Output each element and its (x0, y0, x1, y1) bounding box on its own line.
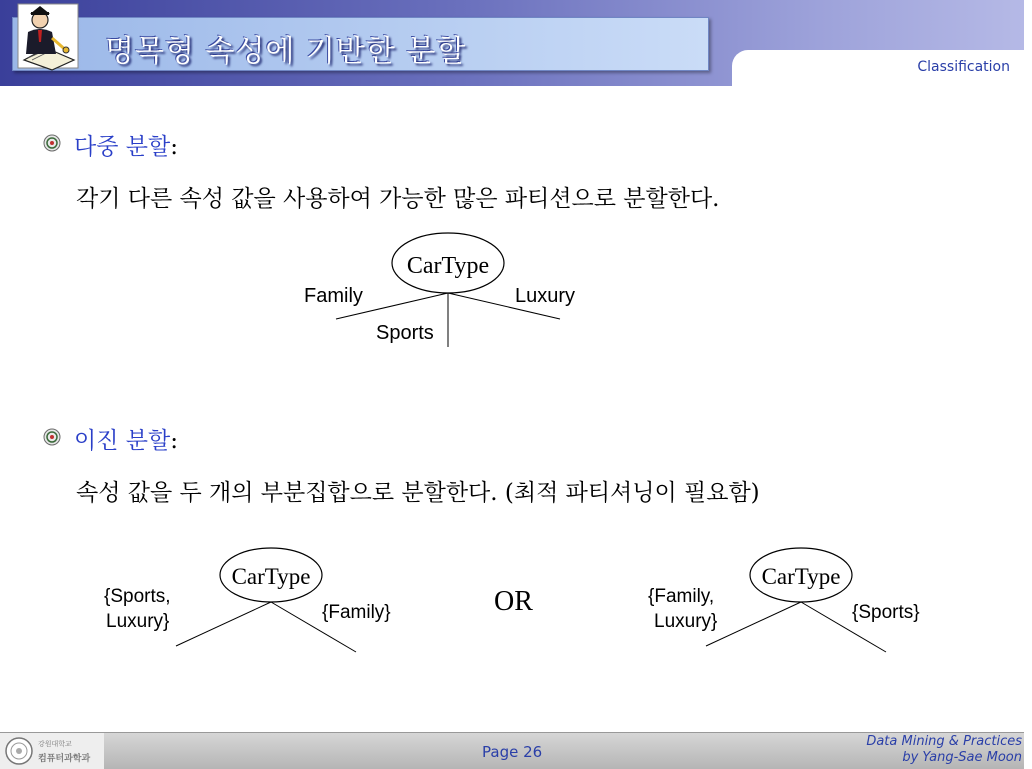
branch-label-left-2: Luxury} (106, 611, 170, 632)
binary-split-tree-1 (96, 546, 391, 658)
logo-text-university: 강원대학교 (38, 740, 72, 748)
tree-node-label: CarType (406, 253, 490, 279)
credit-line-1: Data Mining & Practices (866, 734, 1022, 749)
branch-label-luxury: Luxury (515, 285, 576, 307)
or-label: OR (494, 586, 533, 617)
heading-text: 이진 분할 (74, 428, 171, 454)
tree-branch-left (176, 602, 271, 646)
heading-colon: : (170, 134, 178, 160)
slide-footer (0, 732, 1024, 769)
multiway-split-tree (300, 232, 600, 352)
branch-label-family: Family (304, 285, 363, 307)
credit-line-2: by Yang-Sae Moon (902, 750, 1022, 765)
page-number: Page 26 (482, 743, 543, 761)
binary-split-tree-2 (644, 546, 924, 658)
title-box (12, 17, 709, 71)
section-description-multiway: 각기 다른 속성 값을 사용하여 가능한 많은 파티션으로 분할한다. (76, 186, 720, 212)
logo-text-department: 컴퓨터과학과 (38, 754, 91, 764)
branch-label-sports: Sports (376, 322, 434, 344)
slide-title: 명목형 속성에 기반한 분할 (105, 34, 467, 69)
branch-label-left-1: {Sports, (104, 586, 171, 607)
tree-node-label: CarType (761, 564, 841, 589)
university-logo (0, 733, 104, 769)
section-heading-multiway (74, 128, 178, 161)
branch-label-left-1: {Family, (648, 586, 715, 607)
bullet-emblem-icon (42, 133, 62, 153)
bullet-emblem-icon (42, 427, 62, 447)
branch-label-left-2: Luxury} (654, 611, 718, 632)
tree-node-label: CarType (231, 564, 311, 589)
branch-label-right: {Sports} (852, 602, 920, 623)
tree-branch-left (706, 602, 801, 646)
section-description-binary: 속성 값을 두 개의 부분집합으로 분할한다. (최적 파티셔닝이 필요함) (76, 480, 760, 506)
branch-label-right: {Family} (322, 602, 391, 623)
section-tab-label: Classification (917, 59, 1010, 75)
university-seal-icon (4, 736, 34, 766)
footer-credit (866, 734, 1022, 766)
professor-at-desk-icon (16, 2, 82, 72)
heading-text: 다중 분할 (74, 134, 171, 160)
heading-colon: : (170, 428, 178, 454)
section-heading-binary (74, 422, 178, 455)
